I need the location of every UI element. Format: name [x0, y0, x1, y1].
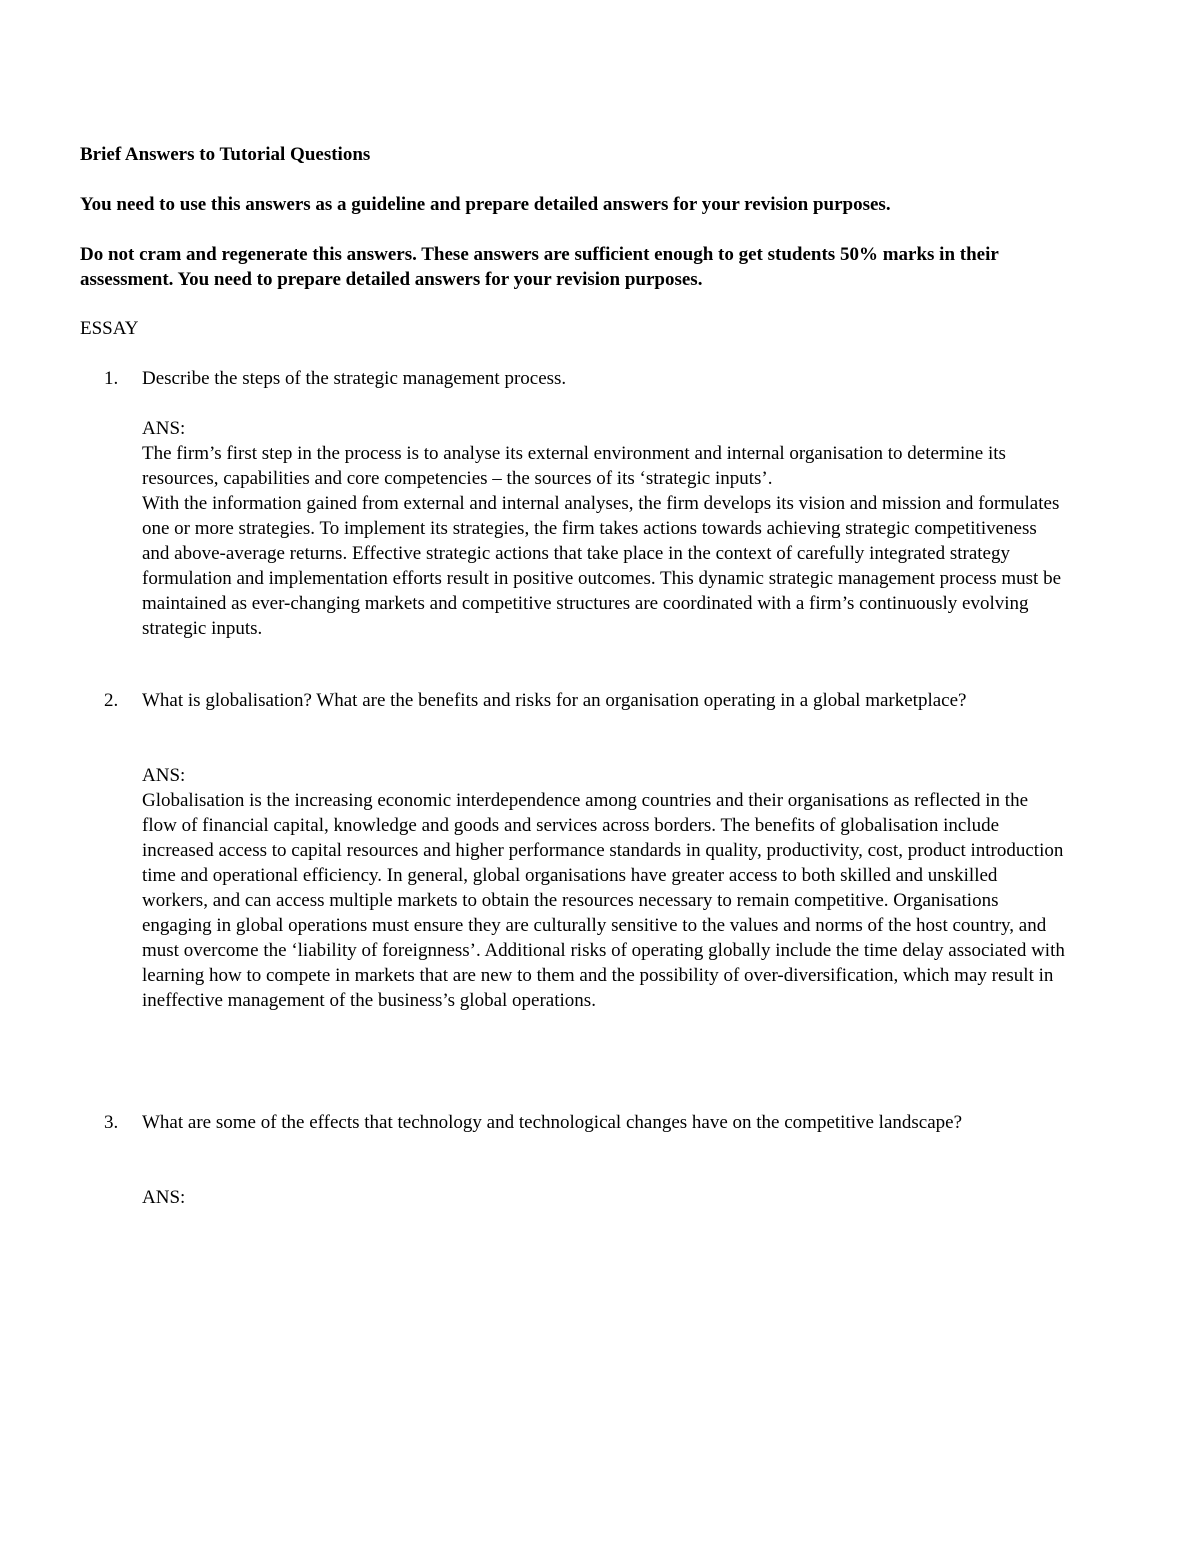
answer-text: The firm’s first step in the process is to analyse its external environment and internal organisation to determine its resources, capabilities and core competencies – the sources of its ‘strategic inputs’. With the information gained from external and internal analyses, the firm develops its vision and mission and formulates one or more strategies. To implement its strategies, the firm takes actions towards achieving strategic competitiveness and above-average returns. Effective strategic actions that take place in the context of carefully integrated strategy formulation and implementation efforts result in positive outcomes. This dynamic strategic management process must be maintained as ever-changing markets and competitive structures are coordinated with a firm’s continuously evolving strategic inputs.	[142, 443, 1062, 639]
warning-note: Do not cram and regenerate this answers. These answers are sufficient enough to get students 50% marks in their assessment. You need to prepare detailed answers for your revision purposes.	[80, 244, 999, 290]
question-number: 2.	[104, 690, 119, 711]
answer-label: ANS:	[142, 418, 186, 439]
guideline-note: You need to use this answers as a guideline and prepare detailed answers for your revision purposes.	[80, 194, 891, 215]
question-text: What are some of the effects that technology and technological changes have on the competitive landscape?	[142, 1112, 963, 1133]
question-number: 3.	[104, 1112, 119, 1133]
answer-label: ANS:	[142, 1187, 186, 1208]
answer-text: Globalisation is the increasing economic interdependence among countries and their organisations as reflected in the flow of financial capital, knowledge and goods and services across borders. The benefits of globalisation include increased access to capital resources and higher performance standards in quality, productivity, cost, product introduction time and operational efficiency. In general, global organisations have greater access to both skilled and unskilled workers, and can access multiple markets to obtain the resources necessary to remain competitive. Organisations engaging in global operations must ensure they are culturally sensitive to the values and norms of the host country, and must overcome the ‘liability of foreignness’. Additional risks of operating globally include the time delay associated with learning how to compete in markets that are new to them and the possibility of over-diversification, which may result in ineffective management of the business’s global operations.	[142, 790, 1065, 1011]
answer-label: ANS:	[142, 765, 186, 786]
question-number: 1.	[104, 368, 119, 389]
section-heading: ESSAY	[80, 318, 139, 339]
question-text: Describe the steps of the strategic management process.	[142, 368, 567, 389]
document-title: Brief Answers to Tutorial Questions	[80, 144, 371, 165]
question-text: What is globalisation? What are the benefits and risks for an organisation operating in a global marketplace?	[142, 690, 967, 711]
